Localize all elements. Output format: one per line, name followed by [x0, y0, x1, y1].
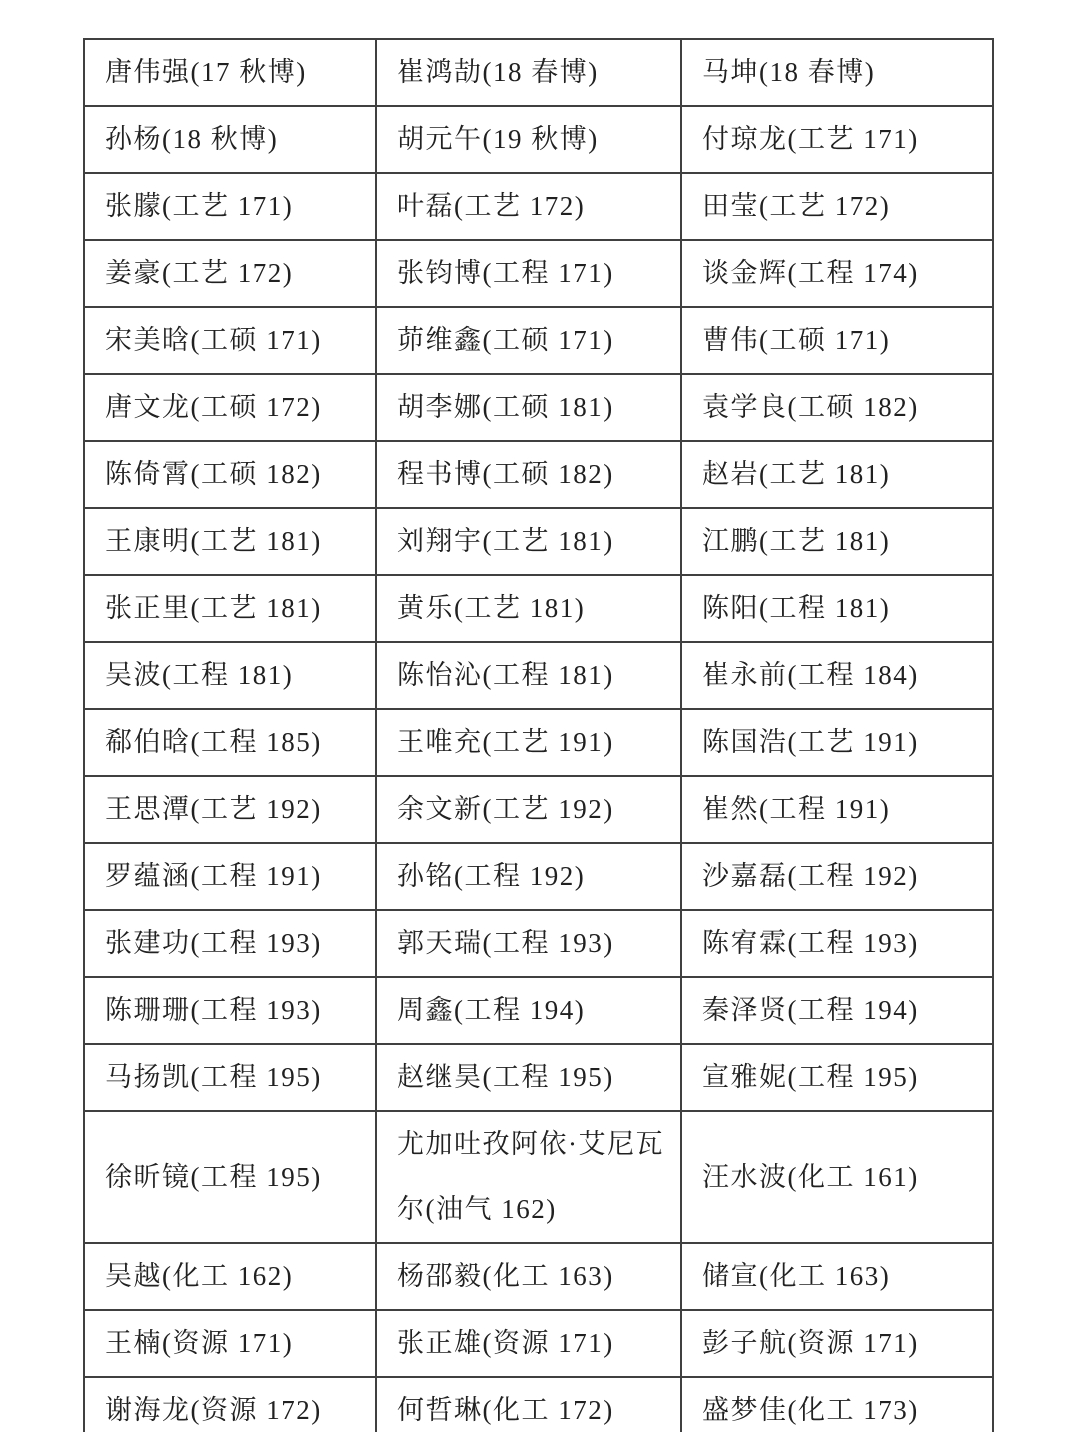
- student-cell: 吴越(化工 162): [84, 1243, 376, 1310]
- table-row: [84, 642, 993, 709]
- student-cell: 唐伟强(17 秋博): [84, 39, 376, 106]
- student-cell: 袁学良(工硕 182): [681, 374, 993, 441]
- table-row: [84, 240, 993, 307]
- student-cell: 吴波(工程 181): [84, 642, 376, 709]
- student-cell: 王楠(资源 171): [84, 1310, 376, 1377]
- table-row: [84, 1310, 993, 1377]
- student-cell: 陈阳(工程 181): [681, 575, 993, 642]
- student-cell: 陈宥霖(工程 193): [681, 910, 993, 977]
- student-cell: 储宣(化工 163): [681, 1243, 993, 1310]
- student-cell: 郗伯晗(工程 185): [84, 709, 376, 776]
- table-row: [84, 977, 993, 1044]
- student-cell: 黄乐(工艺 181): [376, 575, 681, 642]
- table-row: [84, 776, 993, 843]
- student-cell: 刘翔宇(工艺 181): [376, 508, 681, 575]
- table-row: [84, 843, 993, 910]
- student-cell: 叶磊(工艺 172): [376, 173, 681, 240]
- student-cell: 尤加吐孜阿依·艾尼瓦尔(油气 162): [376, 1111, 681, 1243]
- table-row: [84, 1377, 993, 1432]
- student-cell: 陈国浩(工艺 191): [681, 709, 993, 776]
- student-cell: 王思潭(工艺 192): [84, 776, 376, 843]
- student-cell: 曹伟(工硕 171): [681, 307, 993, 374]
- student-cell: 胡李娜(工硕 181): [376, 374, 681, 441]
- student-cell: 王康明(工艺 181): [84, 508, 376, 575]
- student-cell: 张正雄(资源 171): [376, 1310, 681, 1377]
- student-cell: 张建功(工程 193): [84, 910, 376, 977]
- student-cell: 崔永前(工程 184): [681, 642, 993, 709]
- student-cell: 崔然(工程 191): [681, 776, 993, 843]
- table-row: [84, 1111, 993, 1243]
- student-cell: 徐昕镜(工程 195): [84, 1111, 376, 1243]
- table-row: [84, 307, 993, 374]
- student-cell: 张钧博(工程 171): [376, 240, 681, 307]
- table-row: [84, 575, 993, 642]
- student-cell: 汪水波(化工 161): [681, 1111, 993, 1243]
- student-cell: 孙铭(工程 192): [376, 843, 681, 910]
- table-row: [84, 39, 993, 106]
- student-cell: 余文新(工艺 192): [376, 776, 681, 843]
- student-cell: 张正里(工艺 181): [84, 575, 376, 642]
- student-cell: 杨邵毅(化工 163): [376, 1243, 681, 1310]
- student-cell: 彭子航(资源 171): [681, 1310, 993, 1377]
- student-cell: 赵继昊(工程 195): [376, 1044, 681, 1111]
- student-cell: 付琼龙(工艺 171): [681, 106, 993, 173]
- student-cell: 陈倚霄(工硕 182): [84, 441, 376, 508]
- table-row: [84, 1044, 993, 1111]
- student-roster-table: [83, 38, 994, 1432]
- student-cell: 胡元午(19 秋博): [376, 106, 681, 173]
- student-cell: 马扬凯(工程 195): [84, 1044, 376, 1111]
- table-row: [84, 106, 993, 173]
- student-cell: 姜豪(工艺 172): [84, 240, 376, 307]
- student-cell: 陈珊珊(工程 193): [84, 977, 376, 1044]
- table-row: [84, 441, 993, 508]
- student-cell: 孙杨(18 秋博): [84, 106, 376, 173]
- student-cell: 茆维鑫(工硕 171): [376, 307, 681, 374]
- student-cell: 张朦(工艺 171): [84, 173, 376, 240]
- table-row: [84, 508, 993, 575]
- student-cell: 秦泽贤(工程 194): [681, 977, 993, 1044]
- table-row: [84, 1243, 993, 1310]
- table-row: [84, 910, 993, 977]
- student-cell: 盛梦佳(化工 173): [681, 1377, 993, 1432]
- student-cell: 江鹏(工艺 181): [681, 508, 993, 575]
- student-cell: 王唯充(工艺 191): [376, 709, 681, 776]
- roster-table-body: [84, 39, 993, 1432]
- table-row: [84, 173, 993, 240]
- table-row: [84, 374, 993, 441]
- student-cell: 宣雅妮(工程 195): [681, 1044, 993, 1111]
- student-cell: 何哲琳(化工 172): [376, 1377, 681, 1432]
- student-cell: 陈怡沁(工程 181): [376, 642, 681, 709]
- student-cell: 宋美晗(工硕 171): [84, 307, 376, 374]
- student-cell: 沙嘉磊(工程 192): [681, 843, 993, 910]
- student-cell: 谢海龙(资源 172): [84, 1377, 376, 1432]
- student-cell: 程书博(工硕 182): [376, 441, 681, 508]
- student-cell: 赵岩(工艺 181): [681, 441, 993, 508]
- student-cell: 郭天瑞(工程 193): [376, 910, 681, 977]
- student-cell: 崔鸿劼(18 春博): [376, 39, 681, 106]
- student-cell: 唐文龙(工硕 172): [84, 374, 376, 441]
- table-row: [84, 709, 993, 776]
- student-cell: 罗蕴涵(工程 191): [84, 843, 376, 910]
- student-cell: 谈金辉(工程 174): [681, 240, 993, 307]
- student-cell: 周鑫(工程 194): [376, 977, 681, 1044]
- student-cell: 田莹(工艺 172): [681, 173, 993, 240]
- student-cell: 马坤(18 春博): [681, 39, 993, 106]
